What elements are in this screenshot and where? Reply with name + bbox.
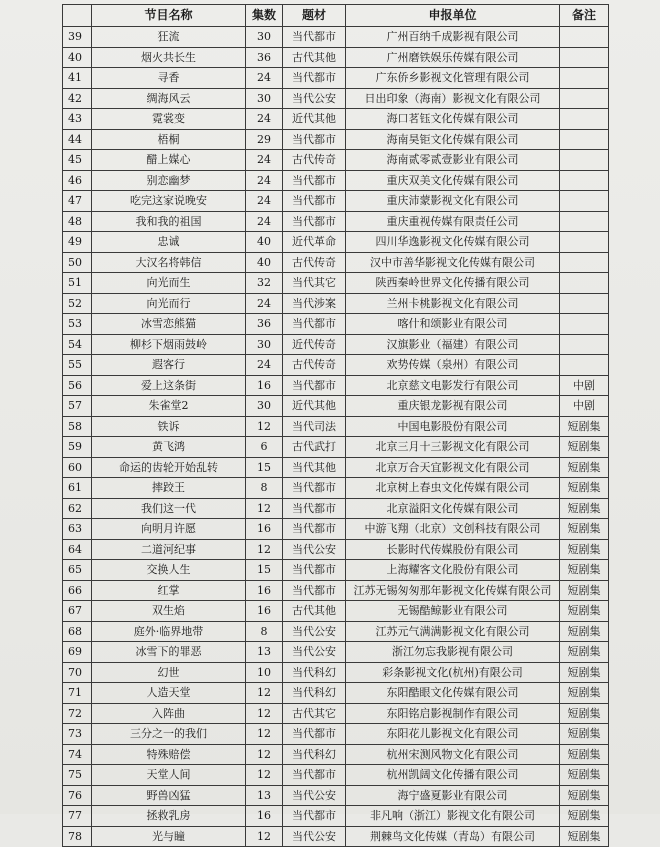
program-name-cell: 拯救乳房 xyxy=(92,806,246,827)
episode-count-cell: 30 xyxy=(246,396,283,417)
table-row xyxy=(63,252,609,273)
row-index-cell: 68 xyxy=(63,621,92,642)
remark-cell xyxy=(560,27,609,48)
row-index-cell: 62 xyxy=(63,498,92,519)
genre-cell: 当代科幻 xyxy=(283,662,346,683)
row-index-cell: 47 xyxy=(63,191,92,212)
genre-cell: 当代其它 xyxy=(283,273,346,294)
header-episodes: 集数 xyxy=(246,5,283,27)
table-row xyxy=(63,662,609,683)
remark-cell xyxy=(560,334,609,355)
remark-cell xyxy=(560,273,609,294)
genre-cell: 当代司法 xyxy=(283,416,346,437)
episode-count-cell: 12 xyxy=(246,416,283,437)
episode-count-cell: 12 xyxy=(246,703,283,724)
applicant-company-cell: 海南昊钜文化传媒有限公司 xyxy=(346,129,560,150)
program-name-cell: 大汉名将韩信 xyxy=(92,252,246,273)
row-index-cell: 40 xyxy=(63,47,92,68)
table-row xyxy=(63,765,609,786)
remark-cell xyxy=(560,129,609,150)
row-index-cell: 50 xyxy=(63,252,92,273)
header-program-name: 节目名称 xyxy=(92,5,246,27)
program-name-cell: 特殊赔偿 xyxy=(92,744,246,765)
remark-cell: 中剧 xyxy=(560,396,609,417)
remark-cell xyxy=(560,252,609,273)
row-index-cell: 51 xyxy=(63,273,92,294)
row-index-cell: 55 xyxy=(63,355,92,376)
row-index-cell: 73 xyxy=(63,724,92,745)
applicant-company-cell: 广州磨铁娱乐传媒有限公司 xyxy=(346,47,560,68)
applicant-company-cell: 喀什和颂影业有限公司 xyxy=(346,314,560,335)
table-row xyxy=(63,314,609,335)
genre-cell: 当代都市 xyxy=(283,68,346,89)
remark-cell: 中剧 xyxy=(560,375,609,396)
applicant-company-cell: 中国电影股份有限公司 xyxy=(346,416,560,437)
row-index-cell: 65 xyxy=(63,560,92,581)
row-index-cell: 67 xyxy=(63,601,92,622)
episode-count-cell: 24 xyxy=(246,191,283,212)
applicant-company-cell: 汉中市善华影视文化传媒有限公司 xyxy=(346,252,560,273)
episode-count-cell: 13 xyxy=(246,785,283,806)
episode-count-cell: 32 xyxy=(246,273,283,294)
genre-cell: 当代都市 xyxy=(283,765,346,786)
genre-cell: 当代公安 xyxy=(283,621,346,642)
table-row xyxy=(63,601,609,622)
applicant-company-cell: 北京慈文电影发行有限公司 xyxy=(346,375,560,396)
genre-cell: 近代革命 xyxy=(283,232,346,253)
table-row xyxy=(63,806,609,827)
applicant-company-cell: 江苏元气满满影视文化有限公司 xyxy=(346,621,560,642)
genre-cell: 当代都市 xyxy=(283,580,346,601)
episode-count-cell: 15 xyxy=(246,457,283,478)
program-name-cell: 狂流 xyxy=(92,27,246,48)
applicant-company-cell: 上海耀客文化股份有限公司 xyxy=(346,560,560,581)
row-index-cell: 43 xyxy=(63,109,92,130)
applicant-company-cell: 重庆银龙影视有限公司 xyxy=(346,396,560,417)
program-name-cell: 交换人生 xyxy=(92,560,246,581)
program-name-cell: 爱上这条街 xyxy=(92,375,246,396)
row-index-cell: 64 xyxy=(63,539,92,560)
genre-cell: 古代传奇 xyxy=(283,150,346,171)
episode-count-cell: 8 xyxy=(246,621,283,642)
episode-count-cell: 6 xyxy=(246,437,283,458)
table-row xyxy=(63,88,609,109)
remark-cell: 短剧集 xyxy=(560,806,609,827)
row-index-cell: 58 xyxy=(63,416,92,437)
applicant-company-cell: 荆棘鸟文化传媒（青岛）有限公司 xyxy=(346,826,560,847)
row-index-cell: 49 xyxy=(63,232,92,253)
genre-cell: 近代其他 xyxy=(283,109,346,130)
genre-cell: 近代其他 xyxy=(283,396,346,417)
genre-cell: 当代公安 xyxy=(283,785,346,806)
episode-count-cell: 12 xyxy=(246,826,283,847)
table-row xyxy=(63,416,609,437)
remark-cell: 短剧集 xyxy=(560,416,609,437)
program-name-cell: 寻香 xyxy=(92,68,246,89)
genre-cell: 当代公安 xyxy=(283,539,346,560)
table-row xyxy=(63,293,609,314)
genre-cell: 古代传奇 xyxy=(283,252,346,273)
genre-cell: 当代科幻 xyxy=(283,744,346,765)
episode-count-cell: 24 xyxy=(246,109,283,130)
table-header-row xyxy=(63,5,609,27)
applicant-company-cell: 海宁盛夏影业有限公司 xyxy=(346,785,560,806)
program-name-cell: 向明月许愿 xyxy=(92,519,246,540)
remark-cell: 短剧集 xyxy=(560,478,609,499)
table-row xyxy=(63,560,609,581)
episode-count-cell: 30 xyxy=(246,88,283,109)
table-row xyxy=(63,170,609,191)
table-row xyxy=(63,826,609,847)
row-index-cell: 54 xyxy=(63,334,92,355)
applicant-company-cell: 海南贰零贰壹影业有限公司 xyxy=(346,150,560,171)
row-index-cell: 72 xyxy=(63,703,92,724)
applicant-company-cell: 四川华逸影视文化传媒有限公司 xyxy=(346,232,560,253)
row-index-cell: 63 xyxy=(63,519,92,540)
remark-cell: 短剧集 xyxy=(560,539,609,560)
remark-cell xyxy=(560,47,609,68)
remark-cell xyxy=(560,232,609,253)
episode-count-cell: 16 xyxy=(246,601,283,622)
program-name-cell: 黄飞鸿 xyxy=(92,437,246,458)
table-row xyxy=(63,211,609,232)
applicant-company-cell: 非凡响（浙江）影视文化有限公司 xyxy=(346,806,560,827)
program-name-cell: 向光而生 xyxy=(92,273,246,294)
applicant-company-cell: 广东侨乡影视文化管理有限公司 xyxy=(346,68,560,89)
table-row xyxy=(63,683,609,704)
applicant-company-cell: 北京树上春虫文化传媒有限公司 xyxy=(346,478,560,499)
applicant-company-cell: 彩条影视文化(杭州)有限公司 xyxy=(346,662,560,683)
program-name-cell: 光与瞳 xyxy=(92,826,246,847)
program-name-cell: 我和我的祖国 xyxy=(92,211,246,232)
row-index-cell: 60 xyxy=(63,457,92,478)
header-index xyxy=(63,5,92,27)
applicant-company-cell: 北京万合天宜影视文化有限公司 xyxy=(346,457,560,478)
applicant-company-cell: 东阳铭启影视制作有限公司 xyxy=(346,703,560,724)
program-name-cell: 庭外·临界地带 xyxy=(92,621,246,642)
applicant-company-cell: 重庆双美文化传媒有限公司 xyxy=(346,170,560,191)
genre-cell: 当代科幻 xyxy=(283,683,346,704)
table-row xyxy=(63,539,609,560)
program-name-cell: 红掌 xyxy=(92,580,246,601)
row-index-cell: 56 xyxy=(63,375,92,396)
row-index-cell: 52 xyxy=(63,293,92,314)
program-name-cell: 命运的齿轮开始乱转 xyxy=(92,457,246,478)
row-index-cell: 61 xyxy=(63,478,92,499)
program-name-cell: 三分之一的我们 xyxy=(92,724,246,745)
program-name-cell: 朱雀堂2 xyxy=(92,396,246,417)
program-name-cell: 梧桐 xyxy=(92,129,246,150)
row-index-cell: 76 xyxy=(63,785,92,806)
table-row xyxy=(63,703,609,724)
genre-cell: 当代都市 xyxy=(283,27,346,48)
table-row xyxy=(63,375,609,396)
program-name-cell: 冰雪下的罪恶 xyxy=(92,642,246,663)
table-row xyxy=(63,396,609,417)
table-row xyxy=(63,150,609,171)
table-row xyxy=(63,129,609,150)
row-index-cell: 71 xyxy=(63,683,92,704)
header-applicant: 申报单位 xyxy=(346,5,560,27)
episode-count-cell: 30 xyxy=(246,27,283,48)
program-name-cell: 吃完这家说晚安 xyxy=(92,191,246,212)
program-name-cell: 醋上媒心 xyxy=(92,150,246,171)
table-row xyxy=(63,437,609,458)
episode-count-cell: 15 xyxy=(246,560,283,581)
episode-count-cell: 24 xyxy=(246,68,283,89)
row-index-cell: 75 xyxy=(63,765,92,786)
table-row xyxy=(63,621,609,642)
remark-cell: 短剧集 xyxy=(560,662,609,683)
episode-count-cell: 12 xyxy=(246,765,283,786)
genre-cell: 当代都市 xyxy=(283,191,346,212)
row-index-cell: 48 xyxy=(63,211,92,232)
applicant-company-cell: 兰州卡桃影视文化有限公司 xyxy=(346,293,560,314)
remark-cell: 短剧集 xyxy=(560,744,609,765)
genre-cell: 当代都市 xyxy=(283,375,346,396)
table-body xyxy=(63,27,609,847)
genre-cell: 当代公安 xyxy=(283,642,346,663)
applicant-company-cell: 北京溢阳文化传媒有限公司 xyxy=(346,498,560,519)
genre-cell: 当代都市 xyxy=(283,724,346,745)
row-index-cell: 44 xyxy=(63,129,92,150)
episode-count-cell: 13 xyxy=(246,642,283,663)
table-row xyxy=(63,191,609,212)
genre-cell: 近代传奇 xyxy=(283,334,346,355)
genre-cell: 当代都市 xyxy=(283,560,346,581)
episode-count-cell: 16 xyxy=(246,806,283,827)
applicant-company-cell: 杭州宋测风物文化有限公司 xyxy=(346,744,560,765)
remark-cell xyxy=(560,88,609,109)
row-index-cell: 42 xyxy=(63,88,92,109)
applicant-company-cell: 浙江勿忘我影视有限公司 xyxy=(346,642,560,663)
episode-count-cell: 36 xyxy=(246,314,283,335)
episode-count-cell: 40 xyxy=(246,252,283,273)
remark-cell: 短剧集 xyxy=(560,519,609,540)
remark-cell: 短剧集 xyxy=(560,683,609,704)
table-row xyxy=(63,109,609,130)
remark-cell: 短剧集 xyxy=(560,457,609,478)
program-table xyxy=(62,4,609,847)
program-name-cell: 二道河纪事 xyxy=(92,539,246,560)
table-row xyxy=(63,498,609,519)
episode-count-cell: 24 xyxy=(246,150,283,171)
applicant-company-cell: 中游飞翔（北京）文创科技有限公司 xyxy=(346,519,560,540)
row-index-cell: 69 xyxy=(63,642,92,663)
table-row xyxy=(63,642,609,663)
program-name-cell: 摔跤王 xyxy=(92,478,246,499)
applicant-company-cell: 杭州凯阔文化传播有限公司 xyxy=(346,765,560,786)
remark-cell xyxy=(560,211,609,232)
genre-cell: 当代公安 xyxy=(283,826,346,847)
header-genre: 题材 xyxy=(283,5,346,27)
episode-count-cell: 30 xyxy=(246,334,283,355)
row-index-cell: 57 xyxy=(63,396,92,417)
program-name-cell: 冰雪恋熊猫 xyxy=(92,314,246,335)
row-index-cell: 59 xyxy=(63,437,92,458)
applicant-company-cell: 欢势传媒（泉州）有限公司 xyxy=(346,355,560,376)
applicant-company-cell: 日出印象（海南）影视文化有限公司 xyxy=(346,88,560,109)
genre-cell: 当代都市 xyxy=(283,314,346,335)
table-row xyxy=(63,478,609,499)
row-index-cell: 78 xyxy=(63,826,92,847)
episode-count-cell: 12 xyxy=(246,724,283,745)
episode-count-cell: 24 xyxy=(246,211,283,232)
remark-cell: 短剧集 xyxy=(560,724,609,745)
applicant-company-cell: 重庆沛蒙影视文化有限公司 xyxy=(346,191,560,212)
table-row xyxy=(63,273,609,294)
table-row xyxy=(63,47,609,68)
table-row xyxy=(63,744,609,765)
remark-cell: 短剧集 xyxy=(560,765,609,786)
applicant-company-cell: 重庆重视传媒有限责任公司 xyxy=(346,211,560,232)
episode-count-cell: 10 xyxy=(246,662,283,683)
remark-cell xyxy=(560,314,609,335)
genre-cell: 古代其他 xyxy=(283,601,346,622)
table-row xyxy=(63,785,609,806)
header-remarks: 备注 xyxy=(560,5,609,27)
program-name-cell: 人造天堂 xyxy=(92,683,246,704)
remark-cell xyxy=(560,68,609,89)
program-name-cell: 向光而行 xyxy=(92,293,246,314)
episode-count-cell: 29 xyxy=(246,129,283,150)
applicant-company-cell: 陕西秦岭世界文化传播有限公司 xyxy=(346,273,560,294)
episode-count-cell: 12 xyxy=(246,744,283,765)
remark-cell: 短剧集 xyxy=(560,826,609,847)
remark-cell: 短剧集 xyxy=(560,498,609,519)
remark-cell: 短剧集 xyxy=(560,703,609,724)
program-name-cell: 铁诉 xyxy=(92,416,246,437)
genre-cell: 古代传奇 xyxy=(283,355,346,376)
remark-cell xyxy=(560,170,609,191)
episode-count-cell: 16 xyxy=(246,580,283,601)
genre-cell: 当代都市 xyxy=(283,170,346,191)
episode-count-cell: 24 xyxy=(246,355,283,376)
genre-cell: 当代其他 xyxy=(283,457,346,478)
row-index-cell: 39 xyxy=(63,27,92,48)
episode-count-cell: 16 xyxy=(246,519,283,540)
remark-cell: 短剧集 xyxy=(560,437,609,458)
episode-count-cell: 12 xyxy=(246,683,283,704)
remark-cell xyxy=(560,293,609,314)
row-index-cell: 66 xyxy=(63,580,92,601)
table-row xyxy=(63,232,609,253)
episode-count-cell: 36 xyxy=(246,47,283,68)
program-name-cell: 野兽凶猛 xyxy=(92,785,246,806)
program-name-cell: 绸海风云 xyxy=(92,88,246,109)
table-row xyxy=(63,355,609,376)
row-index-cell: 70 xyxy=(63,662,92,683)
applicant-company-cell: 长影时代传媒股份有限公司 xyxy=(346,539,560,560)
table-row xyxy=(63,580,609,601)
applicant-company-cell: 海口茗钰文化传媒有限公司 xyxy=(346,109,560,130)
program-name-cell: 忠诚 xyxy=(92,232,246,253)
remark-cell: 短剧集 xyxy=(560,785,609,806)
genre-cell: 当代涉案 xyxy=(283,293,346,314)
table-row xyxy=(63,457,609,478)
genre-cell: 当代都市 xyxy=(283,478,346,499)
remark-cell: 短剧集 xyxy=(560,642,609,663)
row-index-cell: 41 xyxy=(63,68,92,89)
applicant-company-cell: 汉旗影业（福建）有限公司 xyxy=(346,334,560,355)
remark-cell: 短剧集 xyxy=(560,560,609,581)
remark-cell: 短剧集 xyxy=(560,621,609,642)
episode-count-cell: 24 xyxy=(246,293,283,314)
table-row xyxy=(63,724,609,745)
genre-cell: 古代其它 xyxy=(283,703,346,724)
row-index-cell: 77 xyxy=(63,806,92,827)
genre-cell: 当代都市 xyxy=(283,519,346,540)
genre-cell: 当代公安 xyxy=(283,88,346,109)
program-name-cell: 遐客行 xyxy=(92,355,246,376)
episode-count-cell: 40 xyxy=(246,232,283,253)
applicant-company-cell: 江苏无锡匆匆那年影视文化传媒有限公司 xyxy=(346,580,560,601)
program-name-cell: 天堂人间 xyxy=(92,765,246,786)
episode-count-cell: 12 xyxy=(246,498,283,519)
applicant-company-cell: 东阳花儿影视文化有限公司 xyxy=(346,724,560,745)
genre-cell: 古代武打 xyxy=(283,437,346,458)
genre-cell: 当代都市 xyxy=(283,211,346,232)
remark-cell: 短剧集 xyxy=(560,601,609,622)
program-name-cell: 幻世 xyxy=(92,662,246,683)
episode-count-cell: 16 xyxy=(246,375,283,396)
remark-cell: 短剧集 xyxy=(560,580,609,601)
applicant-company-cell: 无锡酷鲸影业有限公司 xyxy=(346,601,560,622)
remark-cell xyxy=(560,355,609,376)
row-index-cell: 46 xyxy=(63,170,92,191)
applicant-company-cell: 北京三月十三影视文化有限公司 xyxy=(346,437,560,458)
genre-cell: 当代都市 xyxy=(283,498,346,519)
program-name-cell: 我们这一代 xyxy=(92,498,246,519)
remark-cell xyxy=(560,150,609,171)
table-row xyxy=(63,334,609,355)
table-row xyxy=(63,68,609,89)
program-name-cell: 入阵曲 xyxy=(92,703,246,724)
applicant-company-cell: 广州百纳千成影视有限公司 xyxy=(346,27,560,48)
genre-cell: 古代其他 xyxy=(283,47,346,68)
program-name-cell: 双生焰 xyxy=(92,601,246,622)
program-name-cell: 别恋幽梦 xyxy=(92,170,246,191)
row-index-cell: 53 xyxy=(63,314,92,335)
remark-cell xyxy=(560,191,609,212)
row-index-cell: 74 xyxy=(63,744,92,765)
applicant-company-cell: 东阳酷眼文化传媒有限公司 xyxy=(346,683,560,704)
program-name-cell: 霓裳变 xyxy=(92,109,246,130)
table-row xyxy=(63,27,609,48)
table-row xyxy=(63,519,609,540)
row-index-cell: 45 xyxy=(63,150,92,171)
program-name-cell: 烟火共长生 xyxy=(92,47,246,68)
genre-cell: 当代都市 xyxy=(283,806,346,827)
episode-count-cell: 12 xyxy=(246,539,283,560)
episode-count-cell: 24 xyxy=(246,170,283,191)
genre-cell: 当代都市 xyxy=(283,129,346,150)
episode-count-cell: 8 xyxy=(246,478,283,499)
remark-cell xyxy=(560,109,609,130)
program-name-cell: 柳杉下烟雨鼓岭 xyxy=(92,334,246,355)
